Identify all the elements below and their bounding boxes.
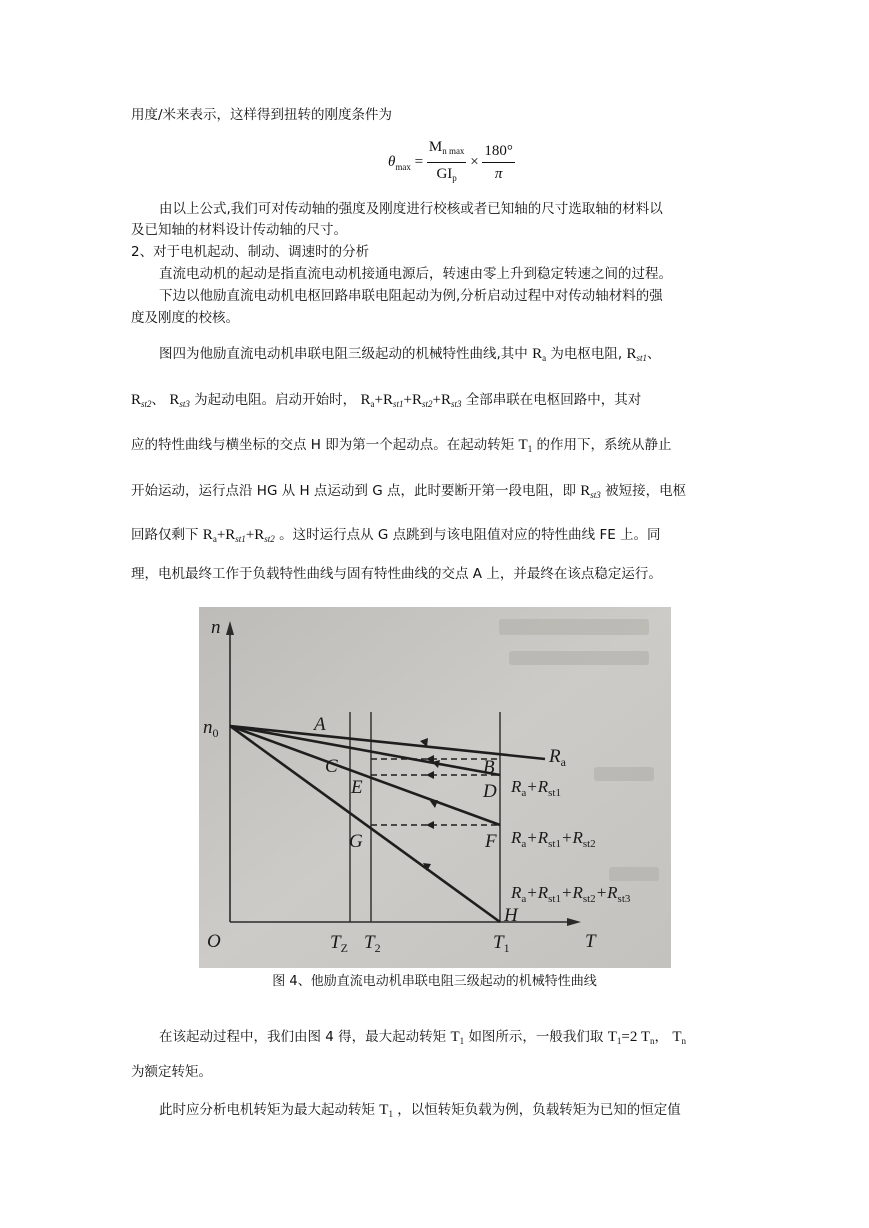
text-span: 在该起动过程中，我们由图 4 得，最大起动转矩 [159, 1029, 447, 1045]
math-plus: + [216, 527, 226, 543]
text-span: 、 [647, 346, 661, 362]
math-plus: + [432, 392, 441, 408]
text-line: 下边以他励直流电动机电枢回路串联电阻起动为例,分析启动过程中对传动轴材料的强 [159, 288, 663, 304]
label-F: F [485, 831, 497, 852]
math-R: R [254, 527, 265, 543]
label-n-axis: n [211, 617, 221, 638]
curve-label-plus-R: +R [560, 883, 583, 902]
math-eq: =2 [621, 1029, 638, 1045]
bleed-block [499, 619, 649, 635]
text-span: 全部串联在电枢回路中，其对 [465, 392, 642, 408]
label-C: C [325, 756, 338, 777]
math-T: T [607, 1029, 617, 1045]
curve-label-sub: st3 [617, 893, 631, 905]
math-sub: st3 [590, 490, 601, 500]
math-Rst1 [627, 346, 648, 362]
text-line: 为额定转矩。 [131, 1064, 212, 1080]
text-line [159, 344, 661, 368]
times-sign: × [470, 153, 479, 170]
text-span: 图四为他励直流电动机串联电阻三级起动的机械特性曲线,其中 [159, 346, 528, 362]
math-Tn [672, 1029, 686, 1045]
curve-label-sub: st1 [548, 838, 561, 850]
label-E: E [351, 777, 363, 798]
math-plus: + [374, 392, 383, 408]
math-sub: st2 [264, 534, 275, 544]
curve-label-R: R [511, 883, 522, 902]
math-sub: st2 [421, 399, 433, 409]
label-G: G [349, 831, 363, 852]
text-line: 理，电机最终工作于负载特性曲线与固有特性曲线的交点 A 上，并最终在该点稳定运行。 [131, 566, 662, 582]
math-sub: a [542, 353, 547, 363]
label-T2-sub: 2 [374, 941, 381, 955]
math-resistance-sum [360, 392, 461, 408]
label-T-axis: T [585, 931, 596, 952]
fraction-moment [427, 136, 467, 189]
text-span: 开始运动，运行点沿 HG 从 H 点运动到 G 点，此时要断开第一段电阻，即 [131, 483, 576, 499]
curve-label-sub: a [521, 838, 527, 850]
text-line: 及已知轴的材料设计传动轴的尺寸。 [131, 222, 347, 238]
moment-symbol: M [428, 139, 443, 155]
math-R: R [532, 346, 543, 362]
characteristic-curve-diagram [199, 607, 671, 968]
bleed-block [609, 867, 659, 881]
figure-photo [199, 607, 671, 968]
section-heading: 2、对于电机起动、制动、调速时的分析 [131, 244, 370, 260]
text-line [131, 390, 641, 414]
text-line [131, 525, 661, 549]
curve-label-sub: st1 [548, 893, 561, 905]
text-span: 为起动电阻。启动开始时， [194, 392, 357, 408]
math-plus: + [403, 392, 412, 408]
label-B: B [483, 757, 495, 778]
label-D: D [483, 781, 497, 802]
equals-sign: = [414, 153, 424, 170]
text-span: 为电枢电阻, [550, 346, 623, 362]
gi-subscript: p [452, 173, 457, 183]
theta-symbol: θ [388, 153, 396, 170]
curve-label-sub: a [521, 893, 527, 905]
math-sub: st2 [141, 399, 152, 409]
math-R: R [225, 527, 236, 543]
curve-label-plus-R: +R [560, 828, 583, 847]
text-span: 、 [151, 392, 166, 408]
math-sub: n [681, 1036, 686, 1046]
math-sub: st1 [235, 534, 246, 544]
curve-label-plus-R: +R [595, 883, 618, 902]
degree-numerator: 180° [482, 140, 515, 163]
label-T2-main: T [364, 932, 375, 953]
math-sub: 1 [388, 1109, 393, 1119]
label-TZ-main: T [330, 932, 341, 953]
text-span: 的作用下，系统从静止 [536, 437, 672, 453]
math-T: T [640, 1029, 651, 1045]
text-line [131, 435, 672, 459]
text-line: 用度/米来表示，这样得到扭转的刚度条件为 [131, 107, 393, 123]
math-sub: a [212, 534, 217, 544]
curve-label-plus-R: +R [526, 777, 549, 796]
curve-label-sub: a [521, 787, 527, 799]
math-Rst3 [169, 392, 190, 408]
text-span: 。这时运行点从 G 点跳到与该电阻值对应的特性曲线 FE 上。同 [279, 527, 661, 543]
bleed-block [509, 651, 649, 665]
label-T1-sub: 1 [503, 941, 510, 955]
math-R: R [360, 392, 371, 408]
text-span: 此时应分析电机转矩为最大起动转矩 [159, 1102, 375, 1118]
text-span: 被短接，电枢 [605, 483, 687, 499]
math-Rst2 [131, 392, 152, 408]
label-n0-sub: 0 [212, 726, 219, 740]
gi-symbol: GI [436, 166, 453, 182]
pi-denominator: π [494, 166, 503, 182]
text-span: ， [654, 1029, 669, 1045]
math-T1 [450, 1029, 464, 1045]
math-sub: 1 [527, 444, 533, 454]
text-line: 直流电动机的起动是指直流电动机接通电源后，转速由零上升到稳定转速之间的过程。 [159, 266, 672, 282]
math-R: R [626, 346, 637, 362]
curve-label-sub: st1 [548, 787, 561, 799]
math-T: T [518, 437, 528, 453]
text-span: ，以恒转矩负载为例，负载转矩为已知的恒定值 [397, 1102, 681, 1118]
math-T1 [379, 1102, 393, 1118]
label-T1-main: T [493, 932, 504, 953]
text-line [159, 1100, 681, 1124]
text-line: 由以上公式,我们可对传动轴的强度及刚度进行校核或者已知轴的尺寸选取轴的材料以 [159, 201, 663, 217]
text-span: 回路仅剩下 [131, 527, 199, 543]
math-sub: st3 [179, 399, 190, 409]
label-H: H [504, 905, 518, 926]
curve-label-plus-R: +R [526, 883, 549, 902]
moment-subscript: n max [442, 146, 465, 156]
text-span: 应的特性曲线与横坐标的交点 H 即为第一个起动点。在起动转矩 [131, 437, 515, 453]
label-A: A [314, 714, 326, 735]
text-line [159, 1027, 686, 1051]
math-sub: st1 [392, 399, 404, 409]
math-plus: + [245, 527, 255, 543]
math-T: T [672, 1029, 682, 1045]
math-R: R [440, 392, 451, 408]
curve-label-R: R [511, 777, 522, 796]
label-n0-main: n [203, 717, 213, 738]
label-TZ-sub: Z [340, 941, 348, 955]
math-Rst3 [580, 483, 601, 499]
theta-subscript: max [395, 161, 411, 172]
curve-label-R: R [511, 828, 522, 847]
math-sub: n [650, 1036, 655, 1046]
figure-caption: 图 4、他励直流电动机串联电阻三级起动的机械特性曲线 [272, 974, 597, 989]
math-sub: st3 [450, 399, 462, 409]
math-resistance-sum2 [203, 527, 275, 543]
curve-label-sub: st2 [582, 838, 596, 850]
math-R: R [131, 392, 142, 408]
math-R: R [382, 392, 393, 408]
curve-label-R: R [549, 746, 561, 767]
math-sub: 1 [616, 1036, 622, 1046]
math-sub: 1 [459, 1036, 465, 1046]
curve-label-Ra-Rst1-Rst2-Rst3 [510, 883, 631, 905]
curve-label-sub: st2 [582, 893, 596, 905]
math-sub: a [370, 399, 375, 409]
math-R: R [169, 392, 180, 408]
curve-label-sub: a [560, 755, 566, 769]
math-R: R [580, 483, 591, 499]
curve-label-plus-R: +R [526, 828, 549, 847]
math-T1-eq-2Tn [608, 1029, 655, 1045]
math-R: R [202, 527, 213, 543]
math-sub: st1 [636, 353, 648, 363]
math-R: R [411, 392, 422, 408]
text-span: 如图所示，一般我们取 [468, 1029, 604, 1045]
text-line [131, 481, 686, 505]
math-T1 [519, 437, 533, 453]
bleed-block [594, 767, 654, 781]
label-origin: O [207, 931, 221, 952]
fraction-degree [482, 140, 515, 185]
text-line: 度及刚度的校核。 [131, 310, 239, 326]
stiffness-formula [388, 136, 515, 184]
math-Ra [532, 346, 546, 362]
math-T: T [379, 1102, 389, 1118]
math-T: T [450, 1029, 460, 1045]
